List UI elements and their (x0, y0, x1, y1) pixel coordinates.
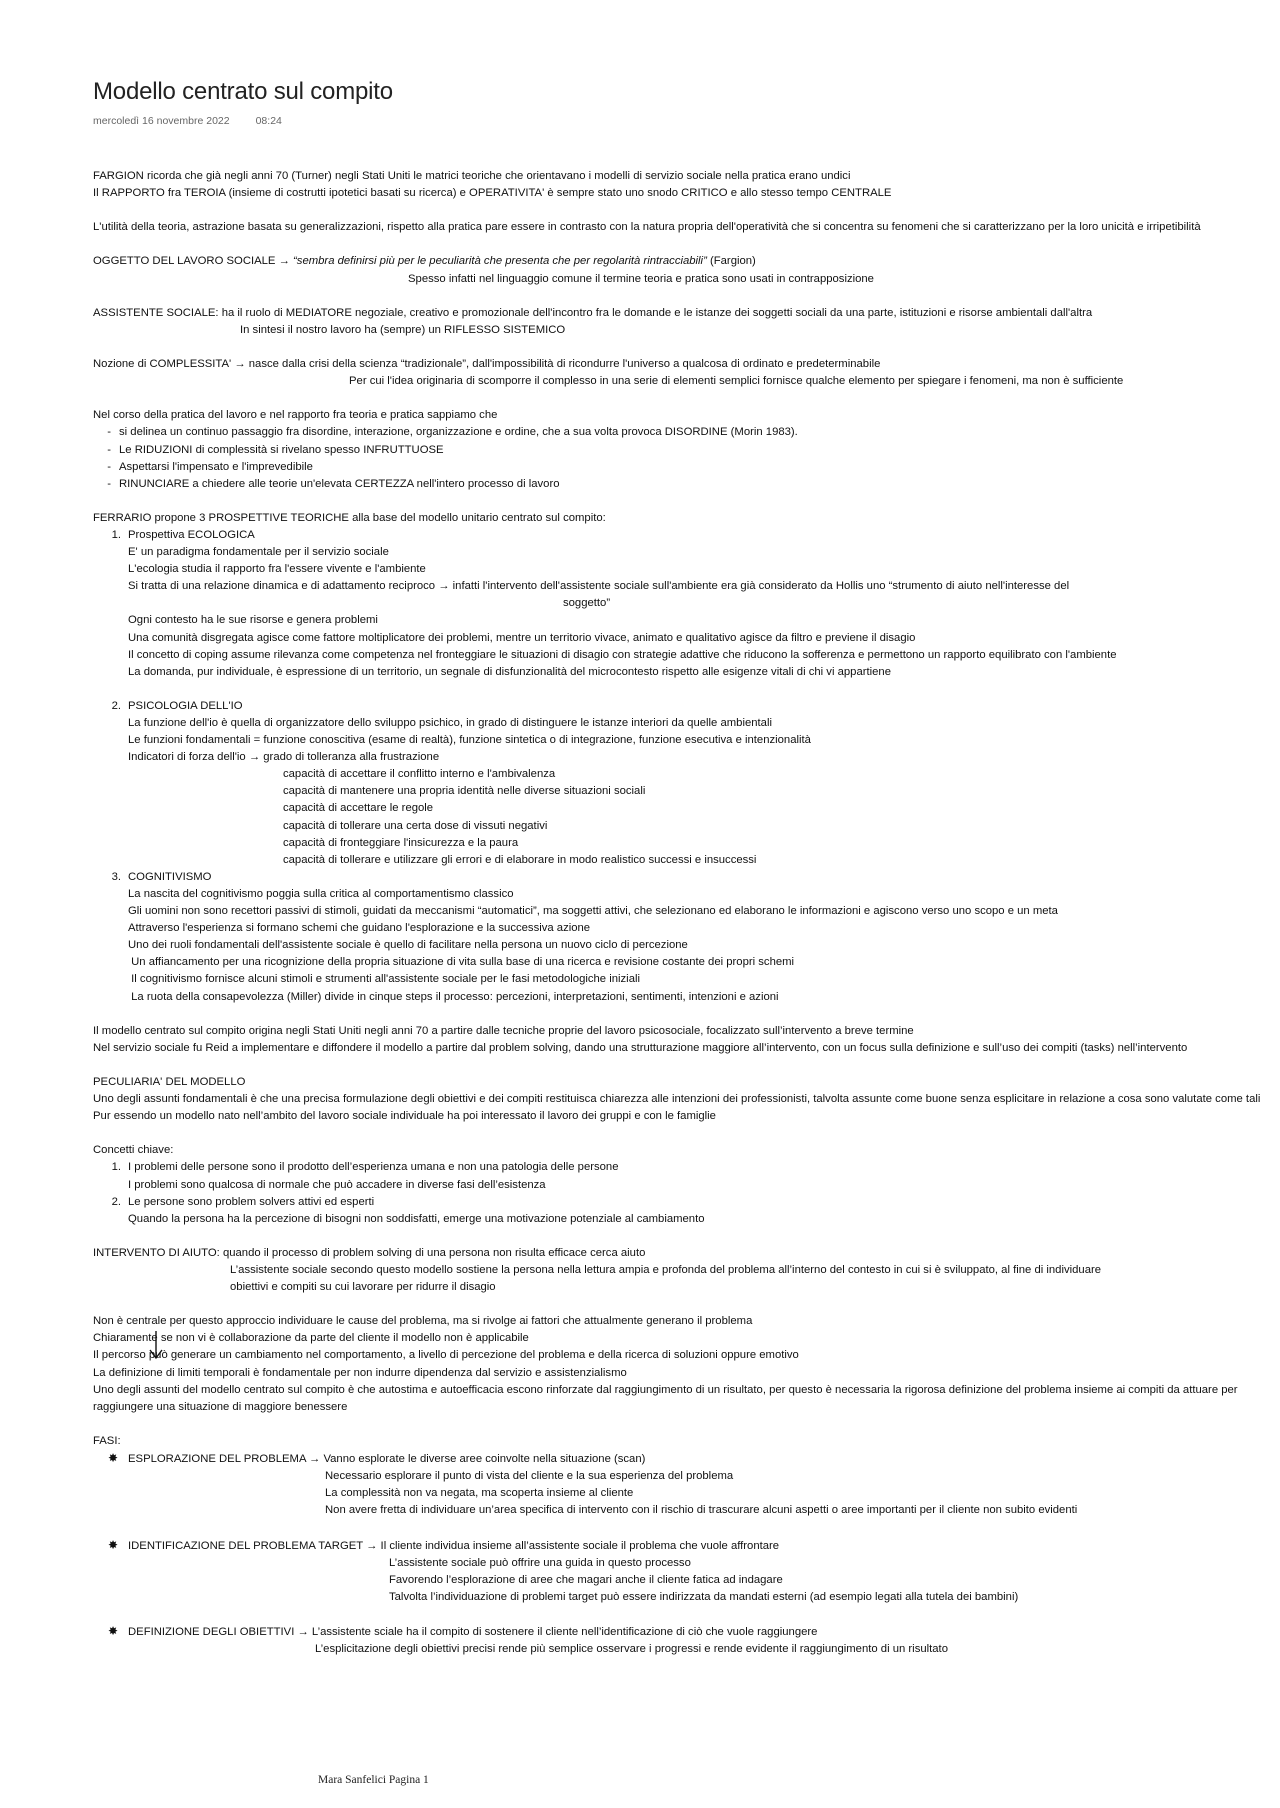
numbered-item: 2. PSICOLOGIA DELL'IO (93, 698, 1273, 715)
list-text: capacità di tollerare e utilizzare gli errori e di elaborare in modo realistico successi e insuccessi (283, 853, 757, 866)
list-text: soggetto” (563, 597, 611, 610)
paragraph: obiettivi e compiti su cui lavorare per ridurre il disagio (230, 1281, 496, 1294)
list-text: Un affiancamento per una ricognizione della propria situazione di vita sulla base di una ricerca e revisione costante dei propri schemi (128, 956, 795, 969)
list-item: - si delinea un continuo passaggio fra disordine, interazione, organizzazione e ordine, che a sua volta provoca DISORDINE (Morin 1983). (93, 424, 1273, 441)
list-text: capacità di accettare il conflitto interno e l'ambivalenza (283, 768, 556, 781)
dash-marker: - (107, 426, 111, 439)
list-text: E' un paradigma fondamentale per il servizio sociale (128, 546, 389, 559)
paragraph: INTERVENTO DI AIUTO: quando il processo di problem solving di una persona non risulta efficace cerca aiuto (93, 1246, 646, 1259)
paragraph: Il percorso può generare un cambiamento nel comportamento, a livello di percezione del problema e della ricerca di soluzioni oppure emotivo (93, 1349, 799, 1362)
list-text: capacità di tollerare una certa dose di vissuti negativi (283, 819, 548, 832)
list-text: Ogni contesto ha le sue risorse e genera problemi (128, 614, 378, 627)
citation-text: (Fargion) (706, 255, 756, 268)
paragraph: Chiaramente se non vi è collaborazione da parte del cliente il modello non è applicabile (93, 1332, 529, 1345)
phase-item: ✸ ESPLORAZIONE DEL PROBLEMA → Vanno esplorate le diverse aree coinvolte nella situazione (scan) (93, 1450, 1273, 1468)
paragraph: Per cui l'idea originaria di scomporre il complesso in una serie di elementi semplici fornisce qualche elemento per spiegare i fenomeni, ma non è sufficiente (349, 375, 1124, 388)
paragraph: L'utilità della teoria, astrazione basata su generalizzazioni, rispetto alla pratica pare essere in contrasto con la natura propria dell'operatività che si concentra su fenomeni che si caratterizzano per la loro unicità e irripetibilità (93, 221, 1201, 234)
list-text: Uno dei ruoli fondamentali dell'assistente sociale è quello di facilitare nella persona un nuovo ciclo di percezione (128, 939, 688, 952)
paragraph: La definizione di limiti temporali è fondamentale per non indurre dipendenza dal servizio e assistenzialismo (93, 1366, 627, 1379)
phase-item: ✸ DEFINIZIONE DEGLI OBIETTIVI → L’assistente sciale ha il compito di sostenere il cliente nell’identificazione di ciò che vuole raggiungere (93, 1623, 1273, 1641)
list-text: I problemi sono qualcosa di normale che può accadere in diverse fasi dell’esistenza (128, 1178, 546, 1191)
paragraph: Uno degli assunti del modello centrato sul compito è che autostima e autoefficacia escono rinforzate dal raggiungimento di un risultato, per questo è necessaria la rigorosa definizione del problema insieme ai compiti da attuare per raggiungere una situazione di maggiore benessere (93, 1383, 1238, 1413)
list-text: capacità di mantenere una propria identità nelle diverse situazioni sociali (283, 785, 646, 798)
paragraph: Nel corso della pratica del lavoro e nel rapporto fra teoria e pratica sappiamo che (93, 409, 498, 422)
note-body (93, 168, 1273, 1658)
page-title: Modello centrato sul compito (93, 78, 393, 105)
dash-marker: - (107, 460, 111, 473)
bullet-star-icon: ✸ (107, 1451, 118, 1466)
paragraph: ASSISTENTE SOCIALE: ha il ruolo di MEDIATORE negoziale, creativo e promozionale dell'incontro fra le domande e le istanze dei soggetti sociali da una parte, istituzioni e risorse ambientali dall'altra (93, 306, 1093, 319)
paragraph: FARGION ricorda che già negli anni 70 (Turner) negli Stati Uniti le matrici teoriche che orientavano i modelli di servizio sociale nella pratica erano undici (93, 170, 851, 182)
list-number: 2. (111, 1195, 121, 1208)
list-text: Il cognitivismo fornisce alcuni stimoli e strumenti all'assistente sociale per le fasi metodologiche iniziali (128, 973, 640, 986)
list-text: capacità di fronteggiare l'insicurezza e la paura (283, 836, 519, 849)
dash-marker: - (107, 443, 111, 456)
list-number: 1. (111, 1161, 121, 1174)
list-text: L’assistente sociale può offrire una guida in questo processo (389, 1556, 691, 1569)
numbered-item: 1. Prospettiva ECOLOGICA (93, 527, 1273, 544)
numbered-item: 2. Le persone sono problem solvers attivi ed esperti (93, 1194, 1273, 1211)
list-text: L’esplicitazione degli obiettivi precisi rende più semplice osservare i progressi e rende evidente il raggiungimento di un risultato (315, 1643, 948, 1656)
paragraph: Spesso infatti nel linguaggio comune il termine teoria e pratica sono usati in contrapposizione (408, 272, 874, 285)
paragraph: Il modello centrato sul compito origina negli Stati Uniti negli anni 70 a partire dalle tecniche proprie del lavoro psicosociale, focalizzato sull’intervento a breve termine (93, 1024, 914, 1037)
paragraph (93, 253, 1273, 270)
list-text: La nascita del cognitivismo poggia sulla critica al comportamentismo classico (128, 887, 514, 900)
paragraph: Il RAPPORTO fra TEROIA (insieme di costrutti ipotetici basati su ricerca) e OPERATIVITA' è sempre stato uno snodo CRITICO e allo stesso tempo CENTRALE (93, 187, 892, 200)
list-text: Necessario esplorare il punto di vista del cliente e la sua esperienza del problema (325, 1470, 734, 1483)
list-text: capacità di accettare le regole (283, 802, 434, 815)
list-item: - Aspettarsi l'impensato e l'imprevedibile (93, 459, 1273, 476)
lead-text: OGGETTO DEL LAVORO SOCIALE → (93, 255, 294, 268)
list-text: Il concetto di coping assume rilevanza come competenza nel fronteggiare le situazioni di disagio con strategie adattive che riducono la sofferenza e permettono un rapporto equilibrato con l'ambiente (128, 648, 1117, 661)
paragraph: Uno degli assunti fondamentali è che una precisa formulazione degli obiettivi e dei compiti restituisca chiarezza alle intenzioni dei professionisti, talvolta assunte come buone senza esplicitare in relazione a cosa sono valutate come tali (93, 1093, 1261, 1106)
page-timestamp (93, 115, 282, 127)
list-text: La complessità non va negata, ma scoperta insieme al cliente (325, 1487, 634, 1500)
section-heading: Concetti chiave: (93, 1144, 174, 1157)
list-text: Attraverso l'esperienza si formano schemi che guidano l'esplorazione e la successiva azione (128, 922, 591, 935)
quote-text: “sembra definirsi più per le peculiarità che presenta che per regolarità rintracciabili” (293, 255, 707, 268)
list-text: La ruota della consapevolezza (Miller) divide in cinque steps il processo: percezioni, interpretazioni, sentimenti, intenzioni e azioni (128, 990, 779, 1003)
page-time: 08:24 (255, 115, 282, 127)
list-text: Le funzioni fondamentali = funzione conoscitiva (esame di realtà), funzione sintetica o di integrazione, funzione esecutiva e intenzionalità (128, 734, 811, 747)
list-text: Indicatori di forza dell'io → grado di tolleranza alla frustrazione (128, 751, 440, 764)
list-text: Quando la persona ha la percezione di bisogni non soddisfatti, emerge una motivazione potenziale al cambiamento (128, 1212, 705, 1225)
list-item: - RINUNCIARE a chiedere alle teorie un'elevata CERTEZZA nell'intero processo di lavoro (93, 476, 1273, 493)
list-text: La funzione dell'io è quella di organizzatore dello sviluppo psichico, in grado di distinguere le istanze interiori da quelle ambientali (128, 717, 772, 729)
paragraph: FERRARIO propone 3 PROSPETTIVE TEORICHE alla base del modello unitario centrato sul compito: (93, 511, 606, 524)
list-text: Favorendo l’esplorazione di aree che magari anche il cliente fatica ad indagare (389, 1573, 783, 1586)
paragraph: Nozione di COMPLESSITA' → nasce dalla crisi della scienza “tradizionale”, dall'impossibilità di ricondurre l'universo a qualcosa di ordinato e predeterminabile (93, 358, 881, 371)
arrow-down-icon (148, 1330, 164, 1360)
list-text: Non avere fretta di individuare un’area specifica di intervento con il rischio di trascurare alcuni aspetti o aree importanti per il cliente non subito evidenti (325, 1504, 1078, 1517)
phase-item: ✸ IDENTIFICAZIONE DEL PROBLEMA TARGET → Il cliente individua insieme all’assistente sociale il problema che vuole affrontare (93, 1537, 1273, 1555)
section-heading: PECULIARIA' DEL MODELLO (93, 1075, 246, 1088)
list-number: 1. (111, 528, 121, 541)
bullet-star-icon: ✸ (107, 1537, 118, 1552)
paragraph: In sintesi il nostro lavoro ha (sempre) un RIFLESSO SISTEMICO (240, 323, 566, 336)
list-text: Gli uomini non sono recettori passivi di stimoli, guidati da meccanismi “automatici”, ma soggetti attivi, che selezionano ed elaborano le informazioni e agiscono verso uno scopo e un meta (128, 905, 1058, 918)
paragraph: Nel servizio sociale fu Reid a implementare e diffondere il modello a partire dal problem solving, dando una strutturazione maggiore all’intervento, con un focus sulla definizione e sull’uso dei compiti (tasks) nell’intervento (93, 1041, 1188, 1054)
list-text: L'ecologia studia il rapporto fra l'essere vivente e l'ambiente (128, 563, 426, 576)
dash-marker: - (107, 477, 111, 490)
list-text: Una comunità disgregata agisce come fattore moltiplicatore dei problemi, mentre un territorio vivace, animato e qualitativo agisce da filtro e previene il disagio (128, 631, 916, 644)
list-number: 3. (111, 870, 121, 883)
page-date: mercoledì 16 novembre 2022 (93, 115, 230, 127)
list-text: Talvolta l’individuazione di problemi target può essere indirizzata da mandati esterni (ad esempio legati alla tutela dei bambini) (389, 1590, 1019, 1603)
list-text: Si tratta di una relazione dinamica e di adattamento reciproco → infatti l'intervento dell'assistente sociale sull'ambiente era già considerato da Hollis uno “strumento di aiuto nell'interesse del (128, 580, 1070, 593)
page-footer: Mara Sanfelici Pagina 1 (318, 1774, 429, 1786)
paragraph: Non è centrale per questo approccio individuare le cause del problema, ma si rivolge ai fattori che attualmente generano il problema (93, 1315, 753, 1328)
bullet-star-icon: ✸ (107, 1623, 118, 1638)
list-item: - Le RIDUZIONI di complessità si rivelano spesso INFRUTTUOSE (93, 442, 1273, 459)
section-heading: FASI: (93, 1434, 121, 1447)
paragraph: Pur essendo un modello nato nell’ambito del lavoro sociale individuale ha poi interessato il lavoro dei gruppi e con le famiglie (93, 1110, 716, 1123)
numbered-item: 1. I problemi delle persone sono il prodotto dell’esperienza umana e non una patologia delle persone (93, 1159, 1273, 1176)
numbered-item: 3. COGNITIVISMO (93, 869, 1273, 886)
list-number: 2. (111, 699, 121, 712)
list-text: La domanda, pur individuale, è espressione di un territorio, un segnale di disfunzionalità del microcontesto rispetto alle esigenze vitali di chi vi appartiene (128, 665, 891, 678)
paragraph: L’assistente sociale secondo questo modello sostiene la persona nella lettura ampia e profonda del problema all’interno del contesto in cui si è sviluppato, al fine di individuare (230, 1264, 1102, 1276)
